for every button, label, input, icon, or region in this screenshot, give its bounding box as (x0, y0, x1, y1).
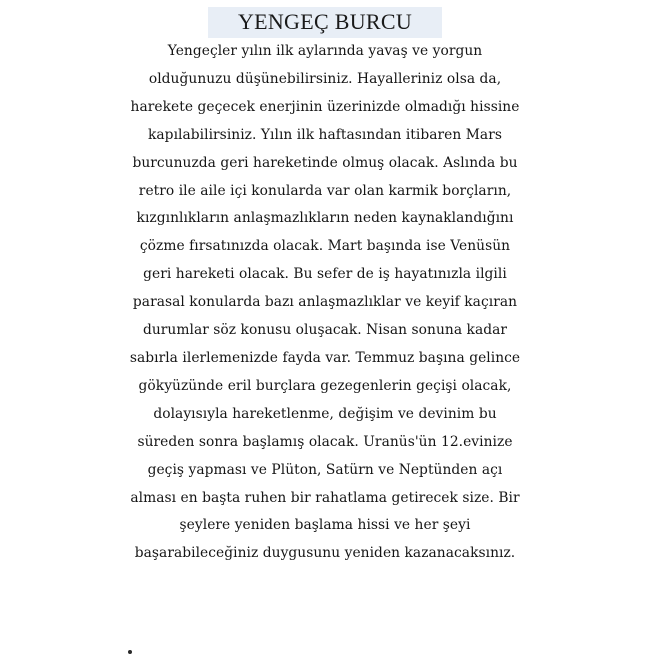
text-line: başarabileceğiniz duygusunu yeniden kazanacaksınız. (134, 545, 516, 562)
text-line: geri hareketi olacak. Bu sefer de iş hayatınızla ilgili (143, 266, 507, 283)
text-line: kapılabilirsiniz. Yılın ilk haftasından itibaren Mars (148, 126, 502, 143)
text-line: olduğunuzu düşünebilirsiniz. Hayalleriniz olsa da, (148, 70, 502, 87)
cropped-text-fragment (128, 650, 132, 654)
text-line: süreden sonra başlamış olacak. Uranüs'ün 12.evinize (137, 433, 513, 450)
article-body (4, 38, 646, 568)
text-line: Yengeçler yılın ilk aylarında yavaş ve yorgun (167, 43, 483, 59)
title-wrapper (0, 7, 650, 38)
text-line: sabırla ilerlemenizde fayda var. Temmuz başına gelince (129, 349, 521, 366)
text-line: çözme fırsatınızda olacak. Mart başında ise Venüsün (139, 238, 511, 255)
text-line: gökyüzünde eril burçlara gezegenlerin geçişi olacak, (138, 377, 512, 394)
text-line: şeylere yeniden başlama hissi ve her şeyi (179, 517, 471, 534)
text-line: burcunuzda geri hareketinde olmuş olacak. Aslında bu (132, 154, 518, 171)
text-line: parasal konularda bazı anlaşmazlıklar ve keyif kaçıran (132, 294, 518, 311)
text-line: kızgınlıkların anlaşmazlıkların neden kaynaklandığını (136, 210, 514, 227)
page-title: YENGEÇ BURCU (208, 7, 442, 38)
text-line: geçiş yapması ve Plüton, Satürn ve Neptünden açı (147, 461, 503, 478)
text-line: harekete geçecek enerjinin üzerinizde olmadığı hissine (130, 98, 520, 115)
text-line: dolayısıyla hareketlenme, değişim ve devinim bu (153, 405, 497, 422)
text-line: retro ile aile içi konularda var olan karmik borçların, (138, 182, 512, 199)
text-line: durumlar söz konusu oluşacak. Nisan sonuna kadar (142, 322, 508, 339)
text-line: alması en başta ruhen bir rahatlama getirecek size. Bir (130, 489, 520, 506)
